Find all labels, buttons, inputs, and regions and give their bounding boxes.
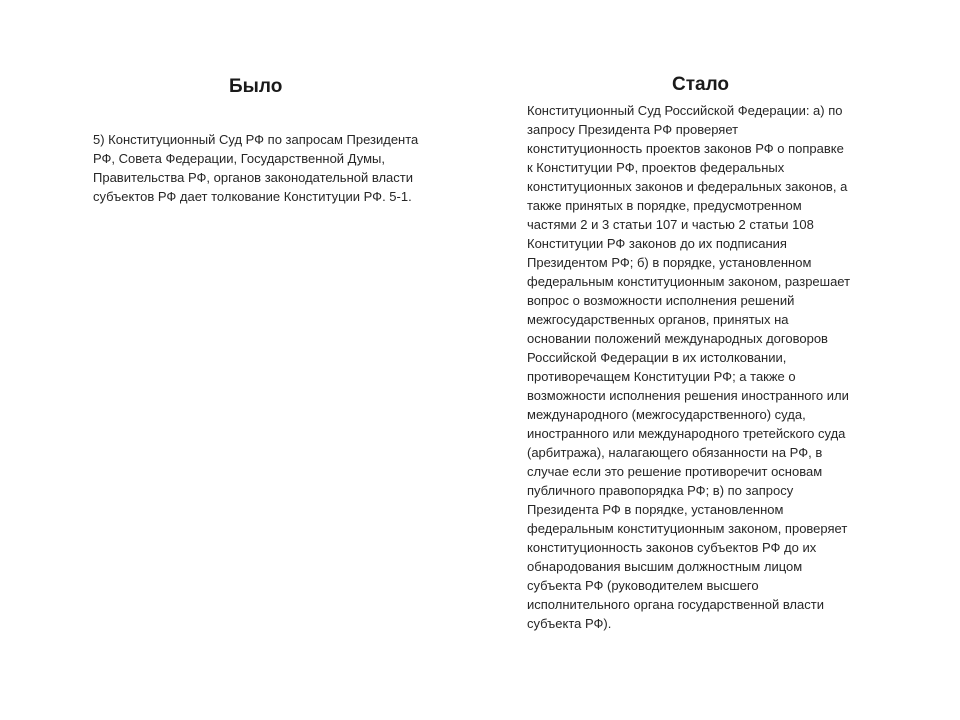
text-after: Конституционный Суд Российской Федерации: а) по запросу Президента РФ проверяет конституционность проектов законов РФ о поправке к Конституции РФ, проектов федеральных конституционных законов и федеральных законов, а также принятых в порядке, предусмотренном частями 2 и 3 статьи 107 и частью 2 статьи 108 Конституции РФ законов до их подписания Президентом РФ; б) в порядке, установленном федеральным конституционным законом, разрешает вопрос о возможности исполнения решений межгосударственных органов, принятых на основании положений международных договоров Российской Федерации в их истолковании, противоречащем Конституции РФ; а также о возможности исполнения решения иностранного или международного (межгосударственного) суда, иностранного или международного третейского суда (арбитража), налагающего обязанности на РФ, в случае если это решение противоречит основам публичного правопорядка РФ; в) по запросу Президента РФ в порядке, установленном федеральным конституционным законом, проверяет конституционность законов субъектов РФ до их обнародования высшим должностным лицом субъекта РФ (руководителем высшего исполнительного органа государственной власти субъекта РФ). [527,103,851,631]
text-before: 5) Конституционный Суд РФ по запросам Президента РФ, Совета Федерации, Государственной Думы, Правительства РФ, органов законодательной власти субъектов РФ дает толкование Конституции РФ. 5-1. [93,132,419,204]
heading-before: Было [229,76,283,97]
heading-after: Стало [672,74,730,95]
